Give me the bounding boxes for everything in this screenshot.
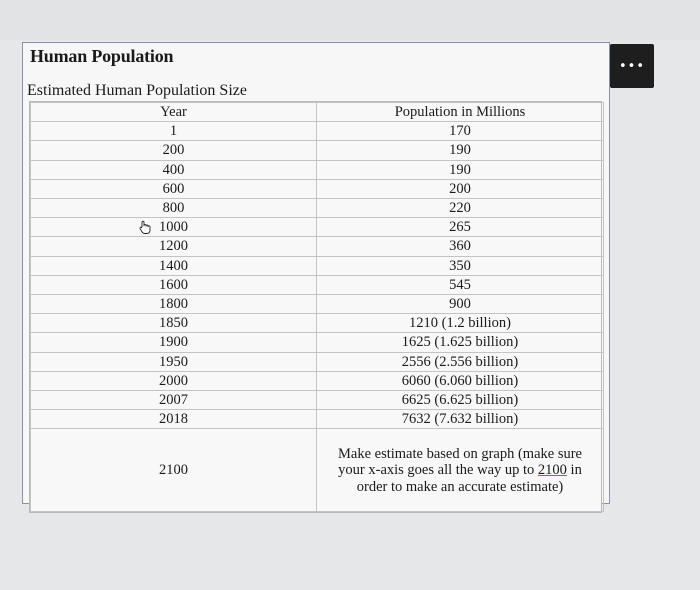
table-row [31,141,604,160]
card-title: Human Population [30,46,174,66]
note-text-1: Make estimate based on graph (make sure your x-axis goes all the way up to [338,445,582,479]
year-cell: 800 [31,199,317,218]
table-row-estimate [31,429,604,512]
table-header-row [31,103,604,122]
table-row [31,275,604,294]
population-cell: 220 [317,199,604,218]
table-row [31,199,604,218]
year-value: 1000 [159,219,188,236]
table-row [31,352,604,371]
population-cell: 190 [317,160,604,179]
population-cell: 200 [317,179,604,198]
table-row [31,314,604,333]
estimate-note [317,429,604,512]
note-underlined-year: 2100 [537,462,567,479]
population-cell: 1625 (1.625 billion) [317,333,604,352]
population-cell: 2556 (2.556 billion) [317,352,604,371]
more-options-button[interactable] [610,44,654,88]
table-caption: Estimated Human Population Size [27,82,247,99]
population-cell: 7632 (7.632 billion) [317,410,604,429]
note-text-2: in order to make an accurate estimate) [356,462,582,495]
year-cell: 2000 [31,371,317,390]
year-cell: 1200 [31,237,317,256]
year-cell: 1900 [31,333,317,352]
hand-pointer-icon [137,219,153,235]
population-cell: 1210 (1.2 billion) [317,314,604,333]
table-row [31,295,604,314]
table-row [31,179,604,198]
year-cell: 600 [31,179,317,198]
year-cell: 1400 [31,256,317,275]
population-cell: 265 [317,218,604,237]
table-row [31,160,604,179]
population-cell: 6625 (6.625 billion) [317,391,604,410]
year-cell: 2018 [31,410,317,429]
table-row [31,410,604,429]
year-cell: 1 [31,122,317,141]
year-cell: 2007 [31,391,317,410]
year-cell: 200 [31,141,317,160]
table-row [31,218,604,237]
population-cell: 900 [317,295,604,314]
top-strip [0,0,700,40]
table-row [31,391,604,410]
population-cell: 6060 (6.060 billion) [317,371,604,390]
year-cell: 400 [31,160,317,179]
population-cell: 190 [317,141,604,160]
year-cell: 2100 [31,429,317,512]
year-cell: 1850 [31,314,317,333]
table-row [31,237,604,256]
table-row [31,333,604,352]
population-cell: 360 [317,237,604,256]
year-cell: 1800 [31,295,317,314]
population-cell: 170 [317,122,604,141]
year-cell: 1600 [31,275,317,294]
population-cell: 350 [317,256,604,275]
table-row [31,122,604,141]
year-cell [31,218,317,237]
year-cell: 1950 [31,352,317,371]
population-cell: 545 [317,275,604,294]
table-row [31,371,604,390]
header-population: Population in Millions [317,103,604,122]
more-dots-icon: ••• [618,58,645,74]
header-year: Year [31,103,317,122]
population-table [29,101,602,513]
table-row [31,256,604,275]
